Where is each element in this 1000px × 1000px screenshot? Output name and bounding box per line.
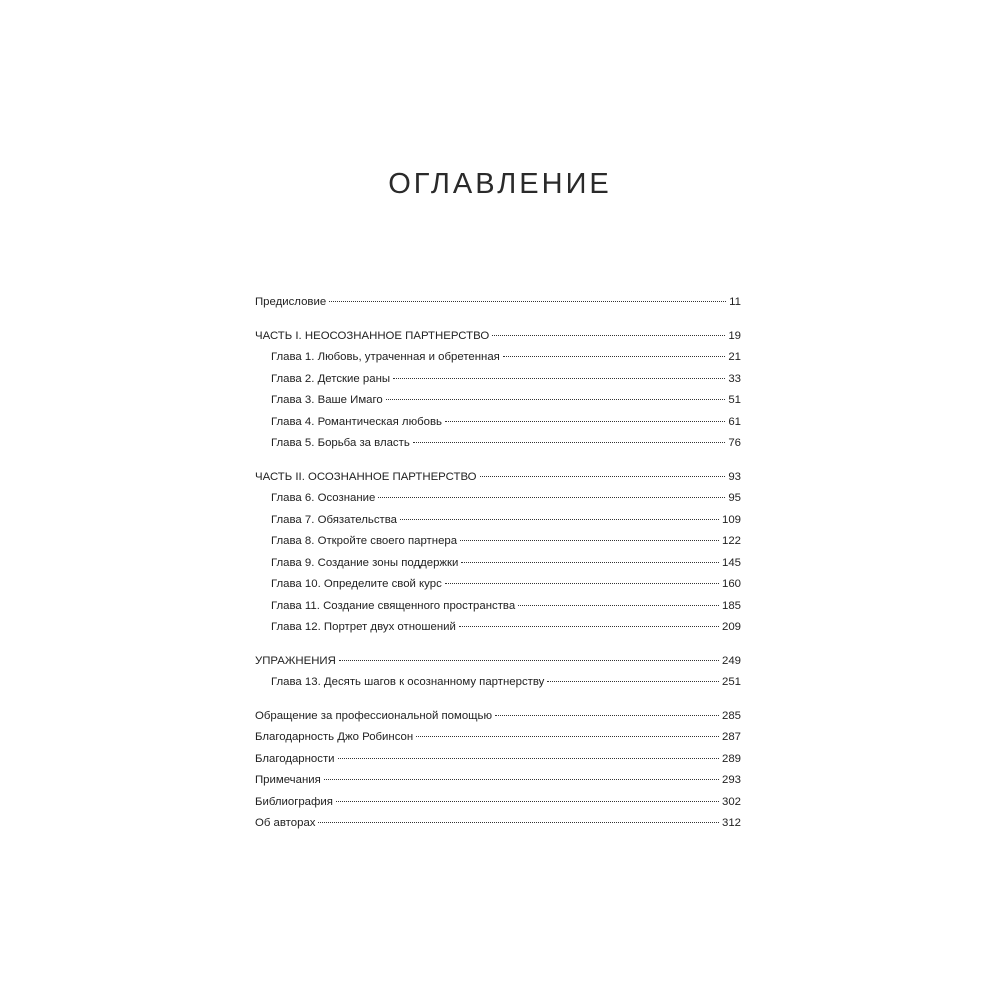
toc-part-heading[interactable] — [255, 467, 741, 489]
toc-entry-page: 122 — [721, 535, 741, 547]
toc-entry-label: ЧАСТЬ I. НЕОСОЗНАННОЕ ПАРТНЕРСТВО — [255, 329, 490, 342]
toc-entry[interactable] — [255, 706, 741, 728]
toc-chapter-entry[interactable] — [255, 510, 741, 532]
toc-entry-label: Глава 2. Детские раны — [271, 372, 391, 385]
toc-entry-page: 302 — [721, 795, 741, 808]
dot-leader — [400, 519, 719, 520]
toc-entry-page: 33 — [728, 372, 741, 385]
toc-entry-page: 289 — [721, 752, 741, 765]
dot-leader — [480, 476, 726, 477]
toc-group-part-2 — [255, 467, 741, 639]
toc-entry-label: Глава 7. Обязательства — [271, 513, 398, 526]
dot-leader — [547, 681, 719, 682]
toc-entry-preface[interactable] — [255, 292, 741, 314]
dot-leader — [492, 335, 725, 336]
toc-entry-page: 19 — [728, 329, 741, 342]
toc-entry[interactable] — [255, 813, 741, 835]
dot-leader — [459, 626, 719, 627]
toc-group-part-1 — [255, 326, 741, 455]
dot-leader — [460, 540, 719, 541]
toc-entry[interactable] — [255, 770, 741, 792]
toc-chapter-entry[interactable] — [255, 412, 741, 434]
toc-chapter-entry[interactable] — [255, 531, 741, 553]
toc-entry-page: 285 — [721, 709, 741, 722]
dot-leader — [339, 660, 719, 661]
toc-chapter-entry[interactable] — [255, 433, 741, 455]
toc-entry-page: 109 — [721, 513, 741, 526]
toc-entry-page: 249 — [721, 654, 741, 667]
toc-entry-label: Глава 1. Любовь, утраченная и обретенная — [271, 351, 500, 363]
toc-entry-page: 11 — [729, 296, 741, 308]
dot-leader — [416, 736, 719, 737]
dot-leader — [461, 562, 719, 563]
toc-entry-page: 76 — [728, 437, 741, 449]
toc-chapter-entry[interactable] — [255, 672, 741, 694]
dot-leader — [318, 822, 719, 823]
toc-entry-label: ЧАСТЬ II. ОСОЗНАННОЕ ПАРТНЕРСТВО — [255, 470, 477, 483]
toc-part-heading[interactable] — [255, 326, 741, 348]
dot-leader — [445, 583, 719, 584]
table-of-contents — [255, 292, 741, 847]
toc-entry-label: Глава 13. Десять шагов к осознанному партнерству — [271, 676, 545, 688]
toc-entry-label: Глава 5. Борьба за власть — [271, 437, 410, 449]
toc-group-back-matter — [255, 706, 741, 835]
dot-leader — [413, 442, 726, 443]
dot-leader — [518, 605, 719, 606]
toc-entry-page: 145 — [721, 556, 741, 569]
toc-entry-label: Предисловие — [255, 296, 327, 308]
dot-leader — [378, 497, 725, 498]
toc-entry-label: Глава 10. Определите свой курс — [271, 578, 442, 590]
toc-entry-label: Глава 11. Создание священного пространства — [271, 599, 516, 612]
page-title: ОГЛАВЛЕНИЕ — [388, 168, 612, 200]
toc-chapter-entry[interactable] — [255, 574, 741, 596]
toc-entry-label: Об авторах — [255, 817, 316, 829]
toc-entry-label: Примечания — [255, 774, 321, 786]
toc-group-exercises — [255, 651, 741, 694]
dot-leader — [386, 399, 726, 400]
toc-entry-label: Благодарность Джо Робинсон — [255, 731, 414, 743]
toc-entry-page: 209 — [721, 621, 741, 633]
toc-chapter-entry[interactable] — [255, 596, 741, 618]
toc-chapter-entry[interactable] — [255, 390, 741, 412]
toc-entry[interactable] — [255, 727, 741, 749]
toc-entry[interactable] — [255, 792, 741, 814]
dot-leader — [503, 356, 726, 357]
toc-entry-page: 185 — [721, 599, 741, 612]
toc-entry-label: Обращение за профессиональной помощью — [255, 709, 493, 722]
toc-chapter-entry[interactable] — [255, 617, 741, 639]
dot-leader — [495, 715, 719, 716]
toc-group-preface — [255, 292, 741, 314]
dot-leader — [393, 378, 725, 379]
toc-entry-page: 51 — [728, 394, 741, 406]
toc-entry-page: 61 — [728, 415, 741, 428]
dot-leader — [329, 301, 726, 302]
toc-entry-page: 287 — [721, 731, 741, 743]
dot-leader — [338, 758, 719, 759]
toc-entry-page: 160 — [721, 578, 741, 590]
toc-entry-page: 251 — [721, 676, 741, 688]
toc-entry-label: Глава 4. Романтическая любовь — [271, 415, 442, 428]
dot-leader — [324, 779, 719, 780]
toc-entry-page: 312 — [721, 817, 741, 829]
toc-entry-label: Глава 9. Создание зоны поддержки — [271, 556, 459, 569]
toc-entry-label: Глава 6. Осознание — [271, 492, 376, 504]
toc-entry-label: Глава 3. Ваше Имаго — [271, 394, 383, 406]
toc-chapter-entry[interactable] — [255, 553, 741, 575]
toc-entry-page: 93 — [728, 470, 741, 483]
toc-entry-label: Глава 8. Откройте своего партнера — [271, 535, 458, 547]
toc-chapter-entry[interactable] — [255, 369, 741, 391]
toc-entry-label: Благодарности — [255, 752, 335, 765]
toc-entry-label: Библиография — [255, 795, 333, 808]
toc-part-heading[interactable] — [255, 651, 741, 673]
dot-leader — [336, 801, 719, 802]
toc-chapter-entry[interactable] — [255, 347, 741, 369]
toc-entry-label: Глава 12. Портрет двух отношений — [271, 621, 456, 633]
toc-entry-page: 293 — [721, 774, 741, 786]
toc-entry-label: УПРАЖНЕНИЯ — [255, 654, 336, 667]
dot-leader — [445, 421, 725, 422]
toc-entry[interactable] — [255, 749, 741, 771]
toc-entry-page: 21 — [728, 351, 741, 363]
toc-entry-page: 95 — [728, 492, 741, 504]
toc-chapter-entry[interactable] — [255, 488, 741, 510]
